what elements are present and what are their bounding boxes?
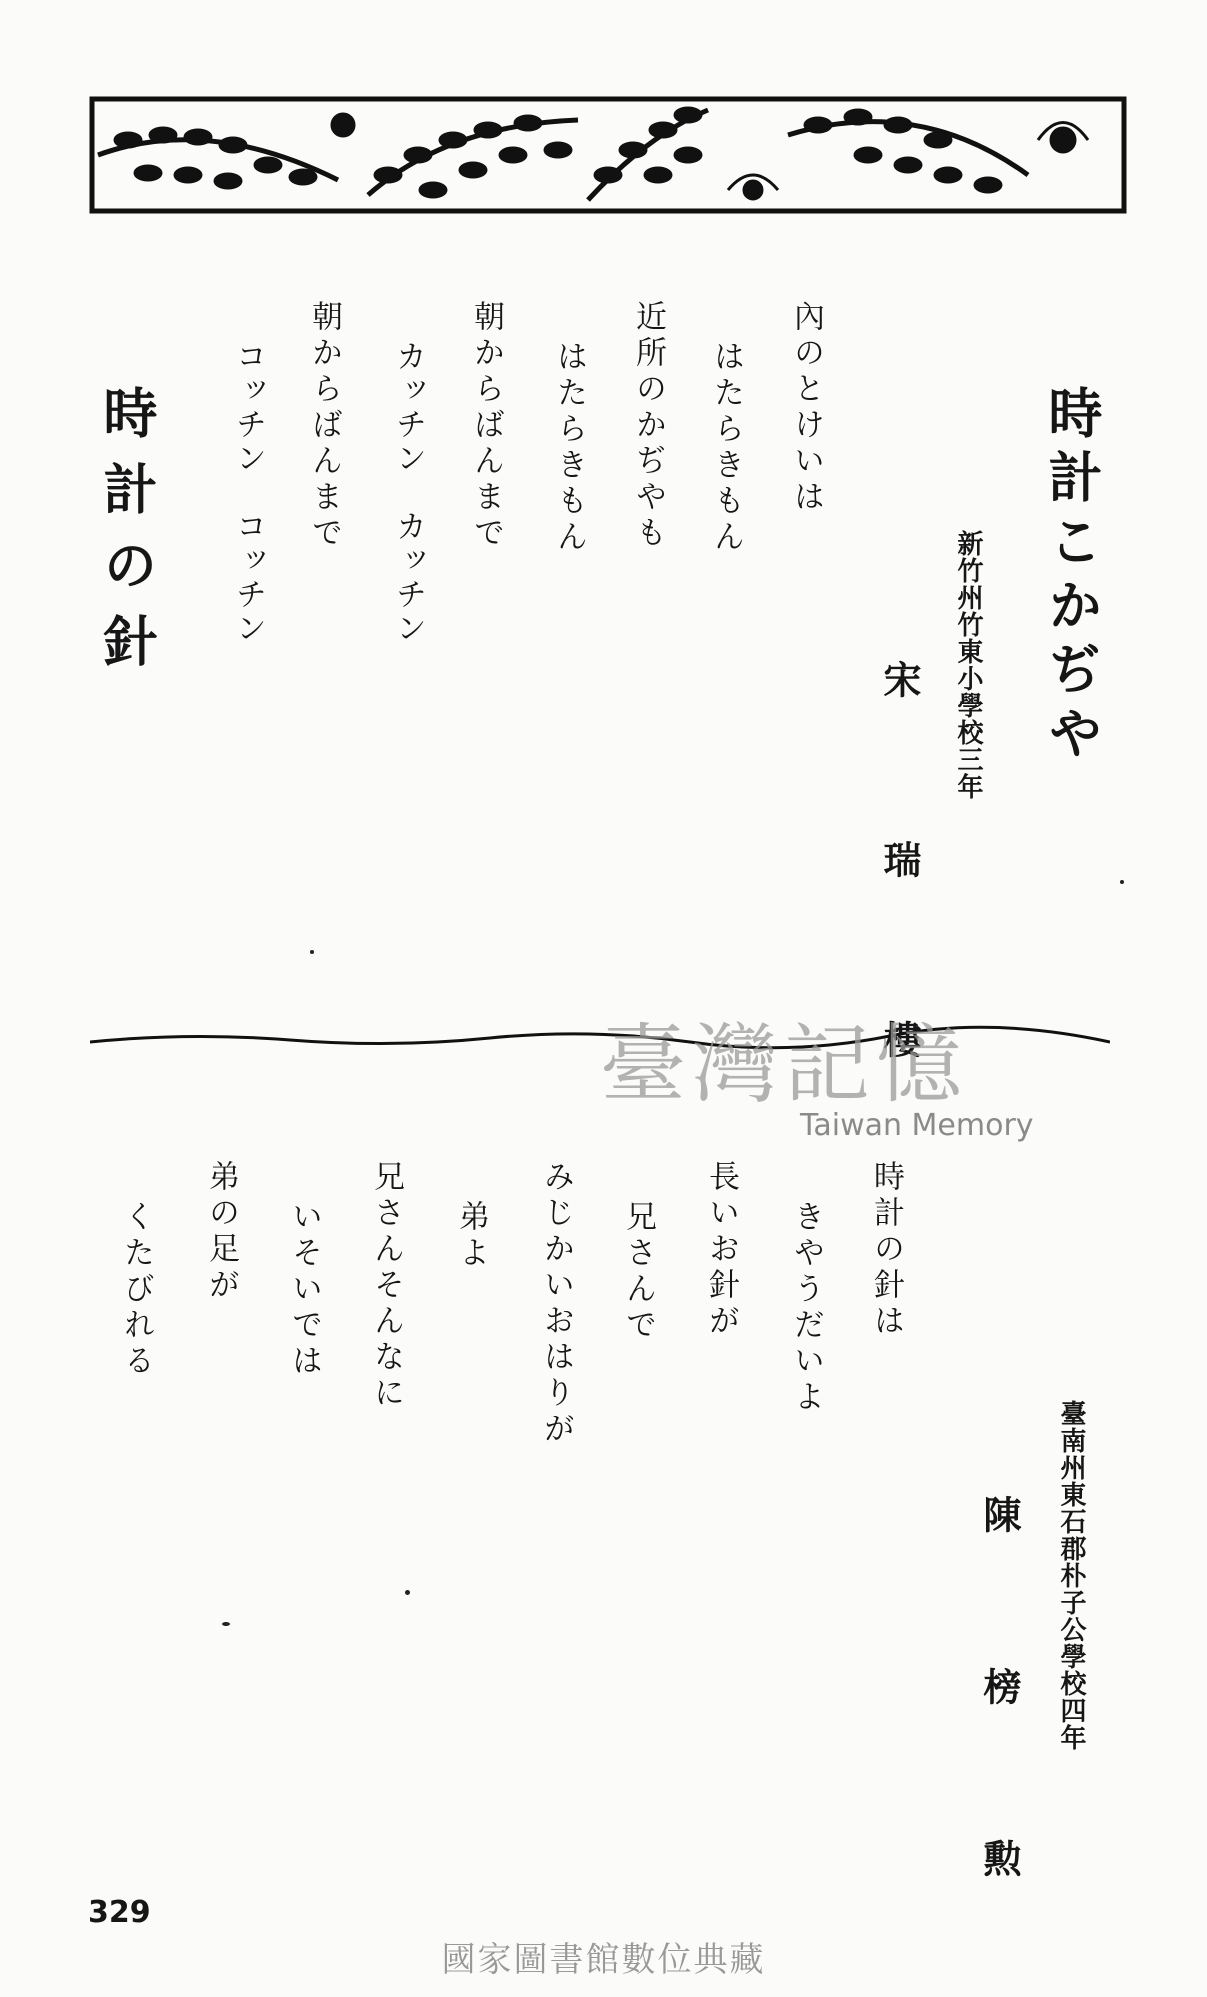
poem2-title: 時計の針: [95, 385, 159, 689]
poem1-title: 時計こかぢや: [1040, 385, 1104, 769]
poem1-line-5: 朝からばんまで: [468, 300, 504, 552]
decorative-banner: [88, 95, 1128, 215]
poem1-line-2: はたらきもん: [708, 340, 744, 556]
poem1-line-4: はたらきもん: [551, 340, 587, 556]
poem2-author: 陳 榜 勲: [977, 1495, 1022, 1925]
poem2-school: 臺南州東石郡朴子公學校四年: [1056, 1400, 1086, 1751]
poem2-line-10: くたびれる: [118, 1200, 154, 1380]
poem1-school: 新竹州竹東小學校三年: [953, 530, 983, 800]
poem2-line-4: 兄さんで: [620, 1200, 656, 1344]
poem1-author: 宋 瑞 樓: [877, 660, 922, 1110]
scan-speck: [405, 1590, 410, 1595]
poem2-line-5: みじかいおはりが: [538, 1160, 574, 1448]
page-number: 329: [88, 1895, 151, 1930]
scan-speck: [1120, 880, 1124, 884]
poem2-line-3: 長いお針が: [703, 1160, 739, 1340]
poem1-line-1: 內のとけいは: [788, 300, 824, 516]
poem1-line-7: 朝からばんまで: [306, 300, 342, 552]
footer-archive-label: 國家圖書館數位典藏: [441, 1940, 766, 1980]
poem2-line-6: 弟よ: [453, 1200, 489, 1272]
watermark-english: Taiwan Memory: [800, 1108, 1034, 1143]
poem2-line-2: きやうだいよ: [788, 1200, 824, 1416]
poem2-line-7: 兄さんそんなに: [368, 1160, 404, 1412]
poem2-line-1: 時計の針は: [868, 1160, 904, 1340]
watermark-chinese: 臺灣記憶: [600, 1015, 968, 1115]
poem2-line-8: いそいでは: [286, 1200, 322, 1380]
scan-speck: [222, 1622, 230, 1626]
scan-speck: [310, 950, 314, 954]
poem1-line-3: 近所のかぢやも: [630, 300, 666, 552]
poem1-line-6: カッチン カッチン: [390, 340, 426, 646]
poem1-line-8: コッチン コッチン: [230, 340, 266, 646]
poem2-line-9: 弟の足が: [203, 1160, 239, 1304]
